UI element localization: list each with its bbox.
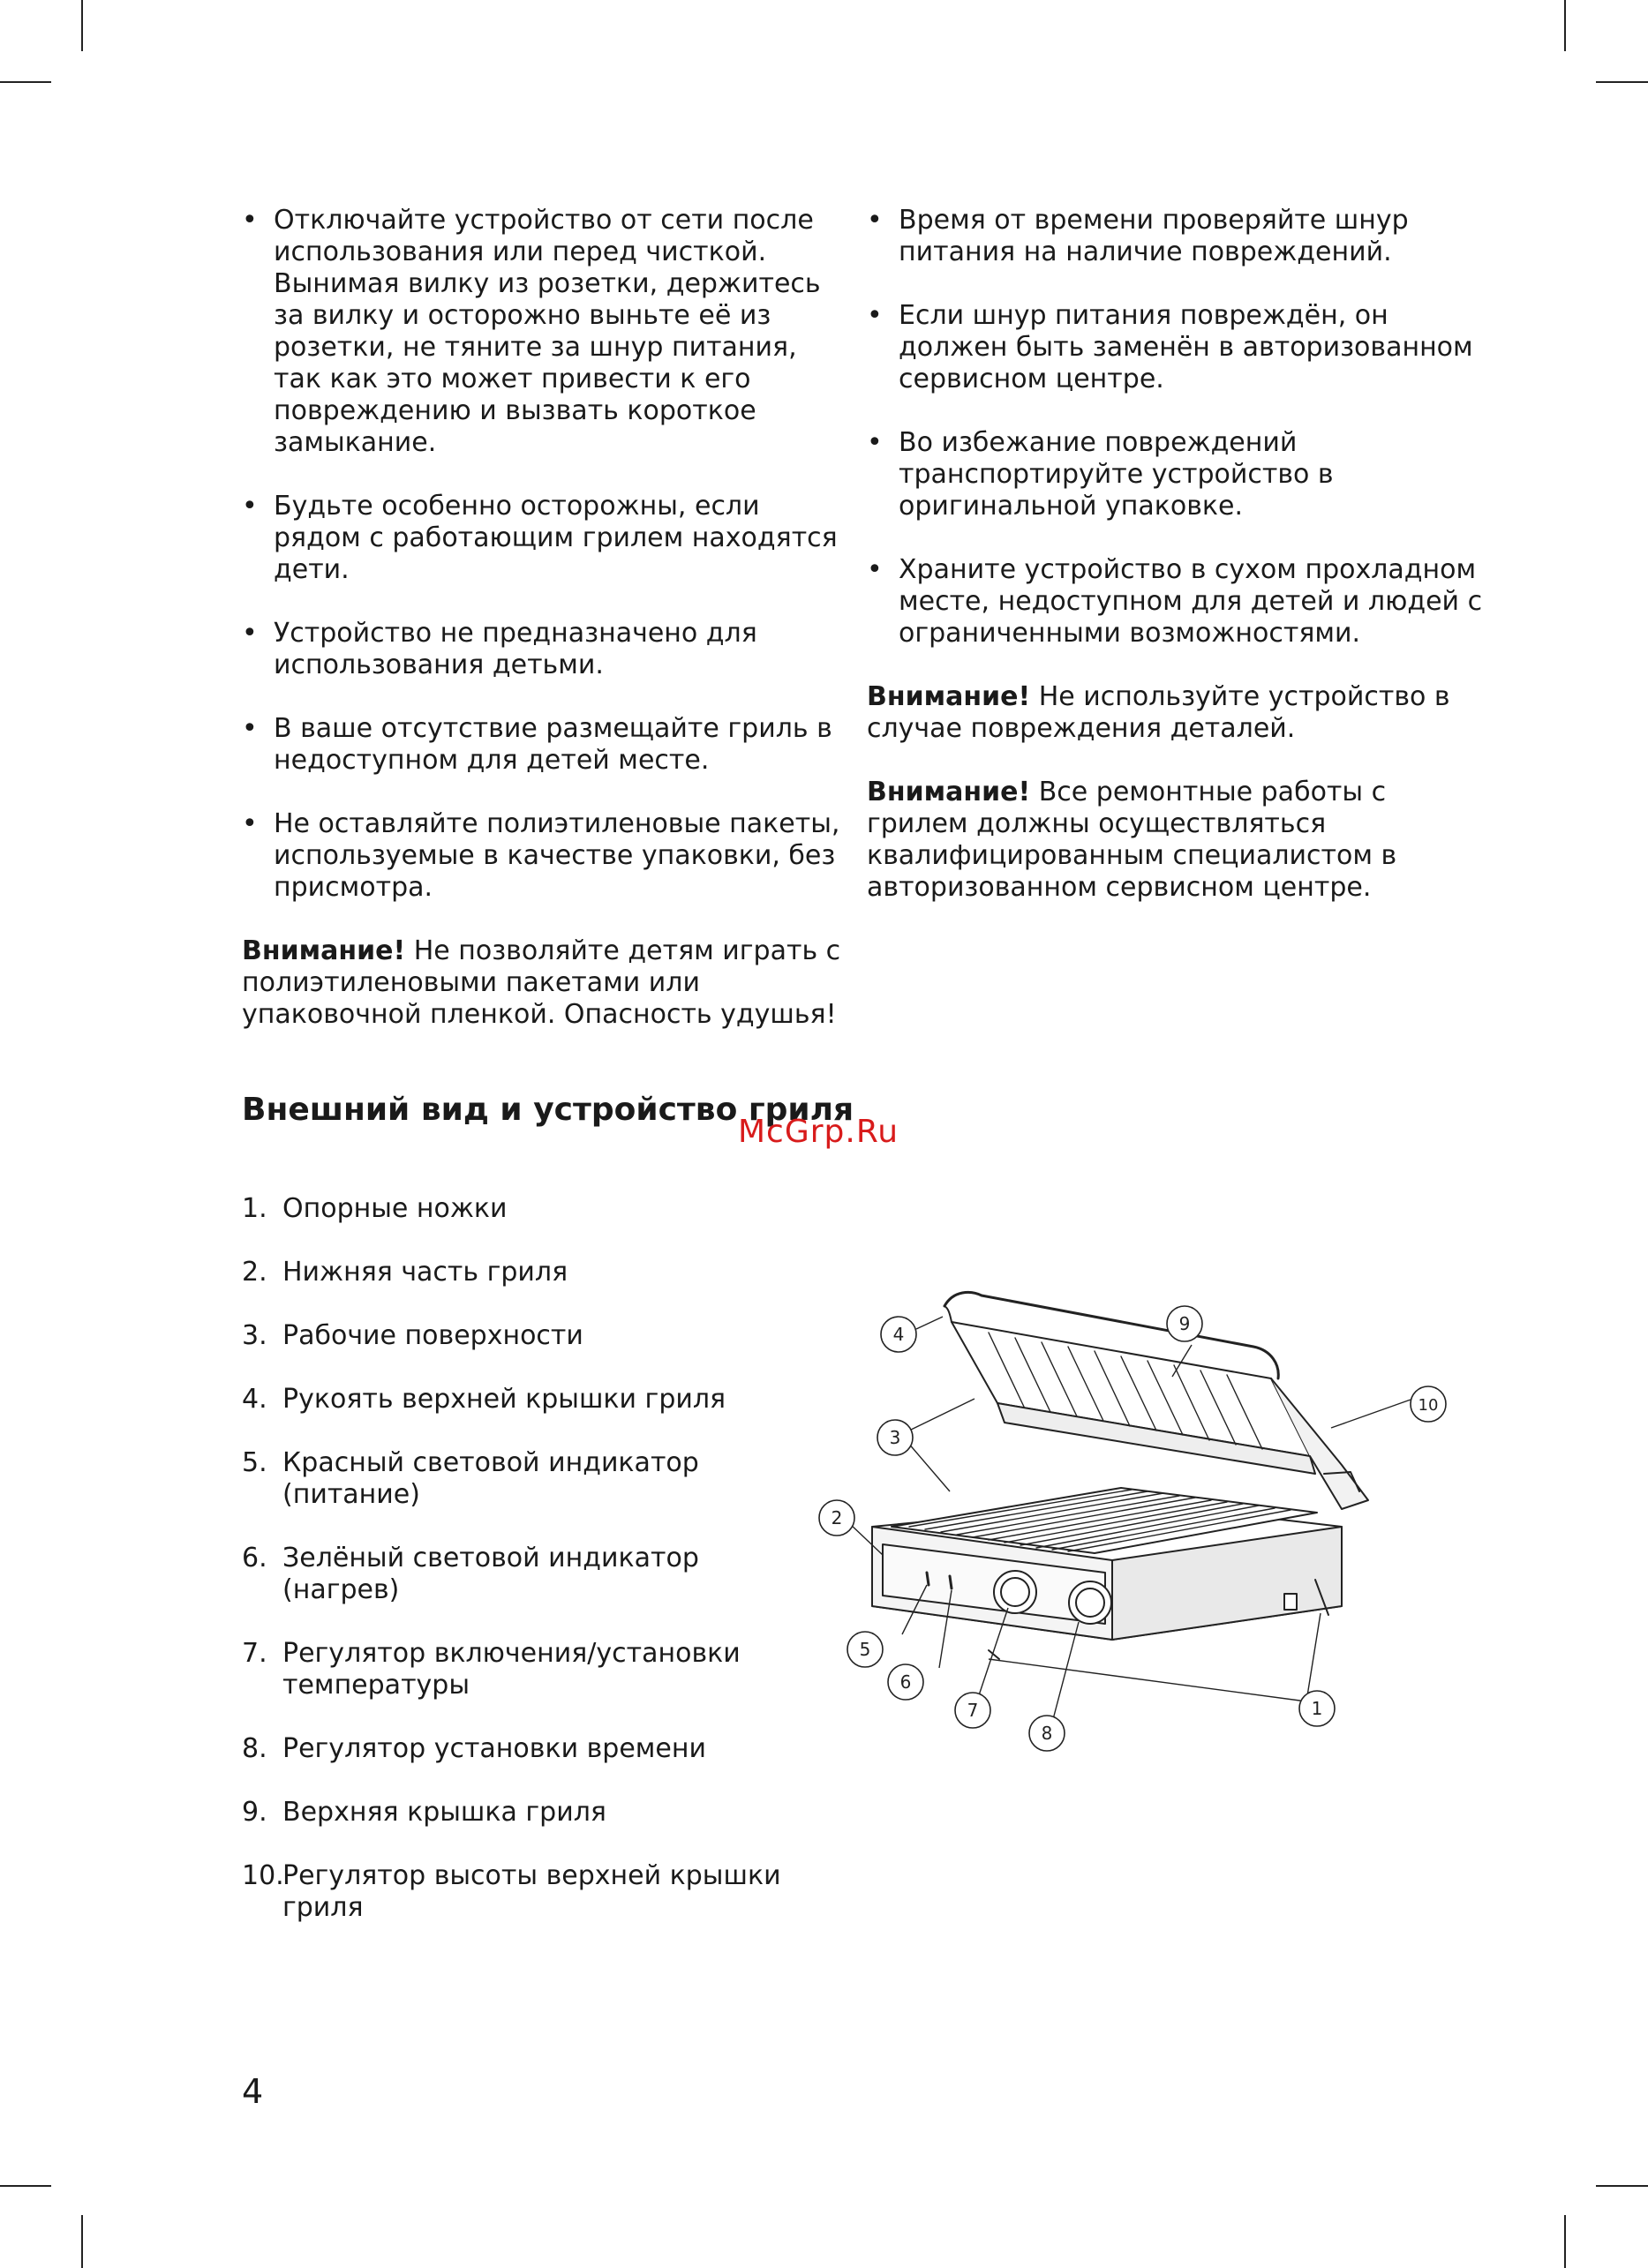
part-number: 5. [242, 1447, 267, 1478]
part-number: 6. [242, 1543, 267, 1573]
warning-label: Внимание! [242, 935, 406, 966]
part-item [242, 1543, 789, 1606]
callout-2: 2 [831, 1507, 843, 1528]
bullet-item: • Будьте особенно осторожны, если рядом с работающим грилем находятся дети. [242, 491, 842, 586]
watermark: McGrp.Ru [738, 1114, 899, 1150]
part-number: 10. [242, 1860, 284, 1891]
callout-8: 8 [1041, 1723, 1053, 1744]
warning-paragraph [242, 935, 842, 1031]
callout-9: 9 [1178, 1313, 1191, 1334]
callout-5: 5 [859, 1639, 871, 1660]
right-column [867, 205, 1485, 935]
crop-mark [0, 81, 51, 83]
part-item [242, 1797, 789, 1829]
warning-label: Внимание! [867, 681, 1031, 712]
crop-mark [0, 2185, 51, 2187]
part-item [242, 1257, 789, 1288]
part-item [242, 1638, 789, 1701]
warning-paragraph [867, 681, 1485, 745]
warning-text: Не позволяйте детям играть с полиэтиленовыми пакетами или упаковочной пленкой. Опасность удушья! [242, 935, 841, 1030]
section-title: Внешний вид и устройство гриля [242, 1092, 854, 1128]
part-number: 1. [242, 1193, 267, 1224]
callout-10: 10 [1418, 1396, 1439, 1415]
bullet-item: • Отключайте устройство от сети после использования или перед чисткой. Вынимая вилку из розетки, держитесь за вилку и осторожно выньте её из розетки, не тяните за шнур питания, так как это может привести к его повреждению и вызвать короткое замыкание. [242, 205, 842, 459]
left-column [242, 205, 842, 1063]
bullet-item: • Устройство не предназначено для использования детьми. [242, 618, 842, 681]
crop-mark [1564, 2215, 1566, 2268]
callout-4: 4 [892, 1324, 905, 1345]
callout-6: 6 [899, 1671, 912, 1693]
part-label: Красный световой индикатор (питание) [282, 1447, 699, 1510]
crop-mark [81, 2215, 83, 2268]
warning-label: Внимание! [867, 777, 1031, 807]
part-label: Регулятор включения/установки температуры [282, 1638, 741, 1701]
part-label: Опорные ножки [282, 1193, 508, 1224]
part-number: 3. [242, 1320, 267, 1351]
part-number: 7. [242, 1638, 267, 1669]
bullet-item: • В ваше отсутствие размещайте гриль в недоступном для детей месте. [242, 713, 842, 777]
part-item [242, 1860, 789, 1924]
safety-bullets-left [242, 205, 842, 904]
part-item [242, 1733, 789, 1765]
callout-7: 7 [967, 1700, 979, 1721]
bullet-item: • Время от времени проверяйте шнур питания на наличие повреждений. [867, 205, 1485, 268]
part-label: Рукоять верхней крышки гриля [282, 1384, 726, 1415]
callout-1: 1 [1311, 1698, 1323, 1719]
safety-bullets-right [867, 205, 1485, 650]
part-item [242, 1447, 789, 1511]
bullet-item: • Храните устройство в сухом прохладном месте, недоступном для детей и людей с ограниченными возможностями. [867, 554, 1485, 650]
crop-mark [1564, 0, 1566, 51]
part-item [242, 1193, 789, 1225]
warning-text: Не используйте устройство в случае повреждения деталей. [867, 681, 1450, 744]
part-number: 9. [242, 1797, 267, 1828]
callout-3: 3 [889, 1427, 901, 1448]
parts-list [242, 1193, 789, 1956]
part-item [242, 1320, 789, 1352]
bullet-item: • Если шнур питания повреждён, он должен быть заменён в авторизованном сервисном центре. [867, 300, 1485, 395]
part-number: 2. [242, 1257, 267, 1288]
part-item [242, 1384, 789, 1416]
part-label: Регулятор высоты верхней крышки гриля [282, 1860, 781, 1923]
crop-mark [1596, 2185, 1648, 2187]
page-number: 4 [242, 2072, 264, 2111]
part-label: Зелёный световой индикатор (нагрев) [282, 1543, 699, 1605]
warning-text: Все ремонтные работы с грилем должны осуществляться квалифицированным специалистом в авторизованном сервисном центре. [867, 777, 1397, 903]
part-label: Регулятор установки времени [282, 1733, 706, 1764]
bullet-item: • Не оставляйте полиэтиленовые пакеты, используемые в качестве упаковки, без присмотра. [242, 808, 842, 904]
part-number: 4. [242, 1384, 267, 1415]
part-label: Верхняя крышка гриля [282, 1797, 606, 1828]
bullet-item: • Во избежание повреждений транспортируйте устройство в оригинальной упаковке. [867, 427, 1485, 522]
warning-paragraph [867, 777, 1485, 904]
part-label: Нижняя часть гриля [282, 1257, 568, 1288]
crop-mark [1596, 81, 1648, 83]
part-label: Рабочие поверхности [282, 1320, 583, 1351]
part-number: 8. [242, 1733, 267, 1764]
grill-diagram [777, 1191, 1465, 1756]
crop-mark [81, 0, 83, 51]
